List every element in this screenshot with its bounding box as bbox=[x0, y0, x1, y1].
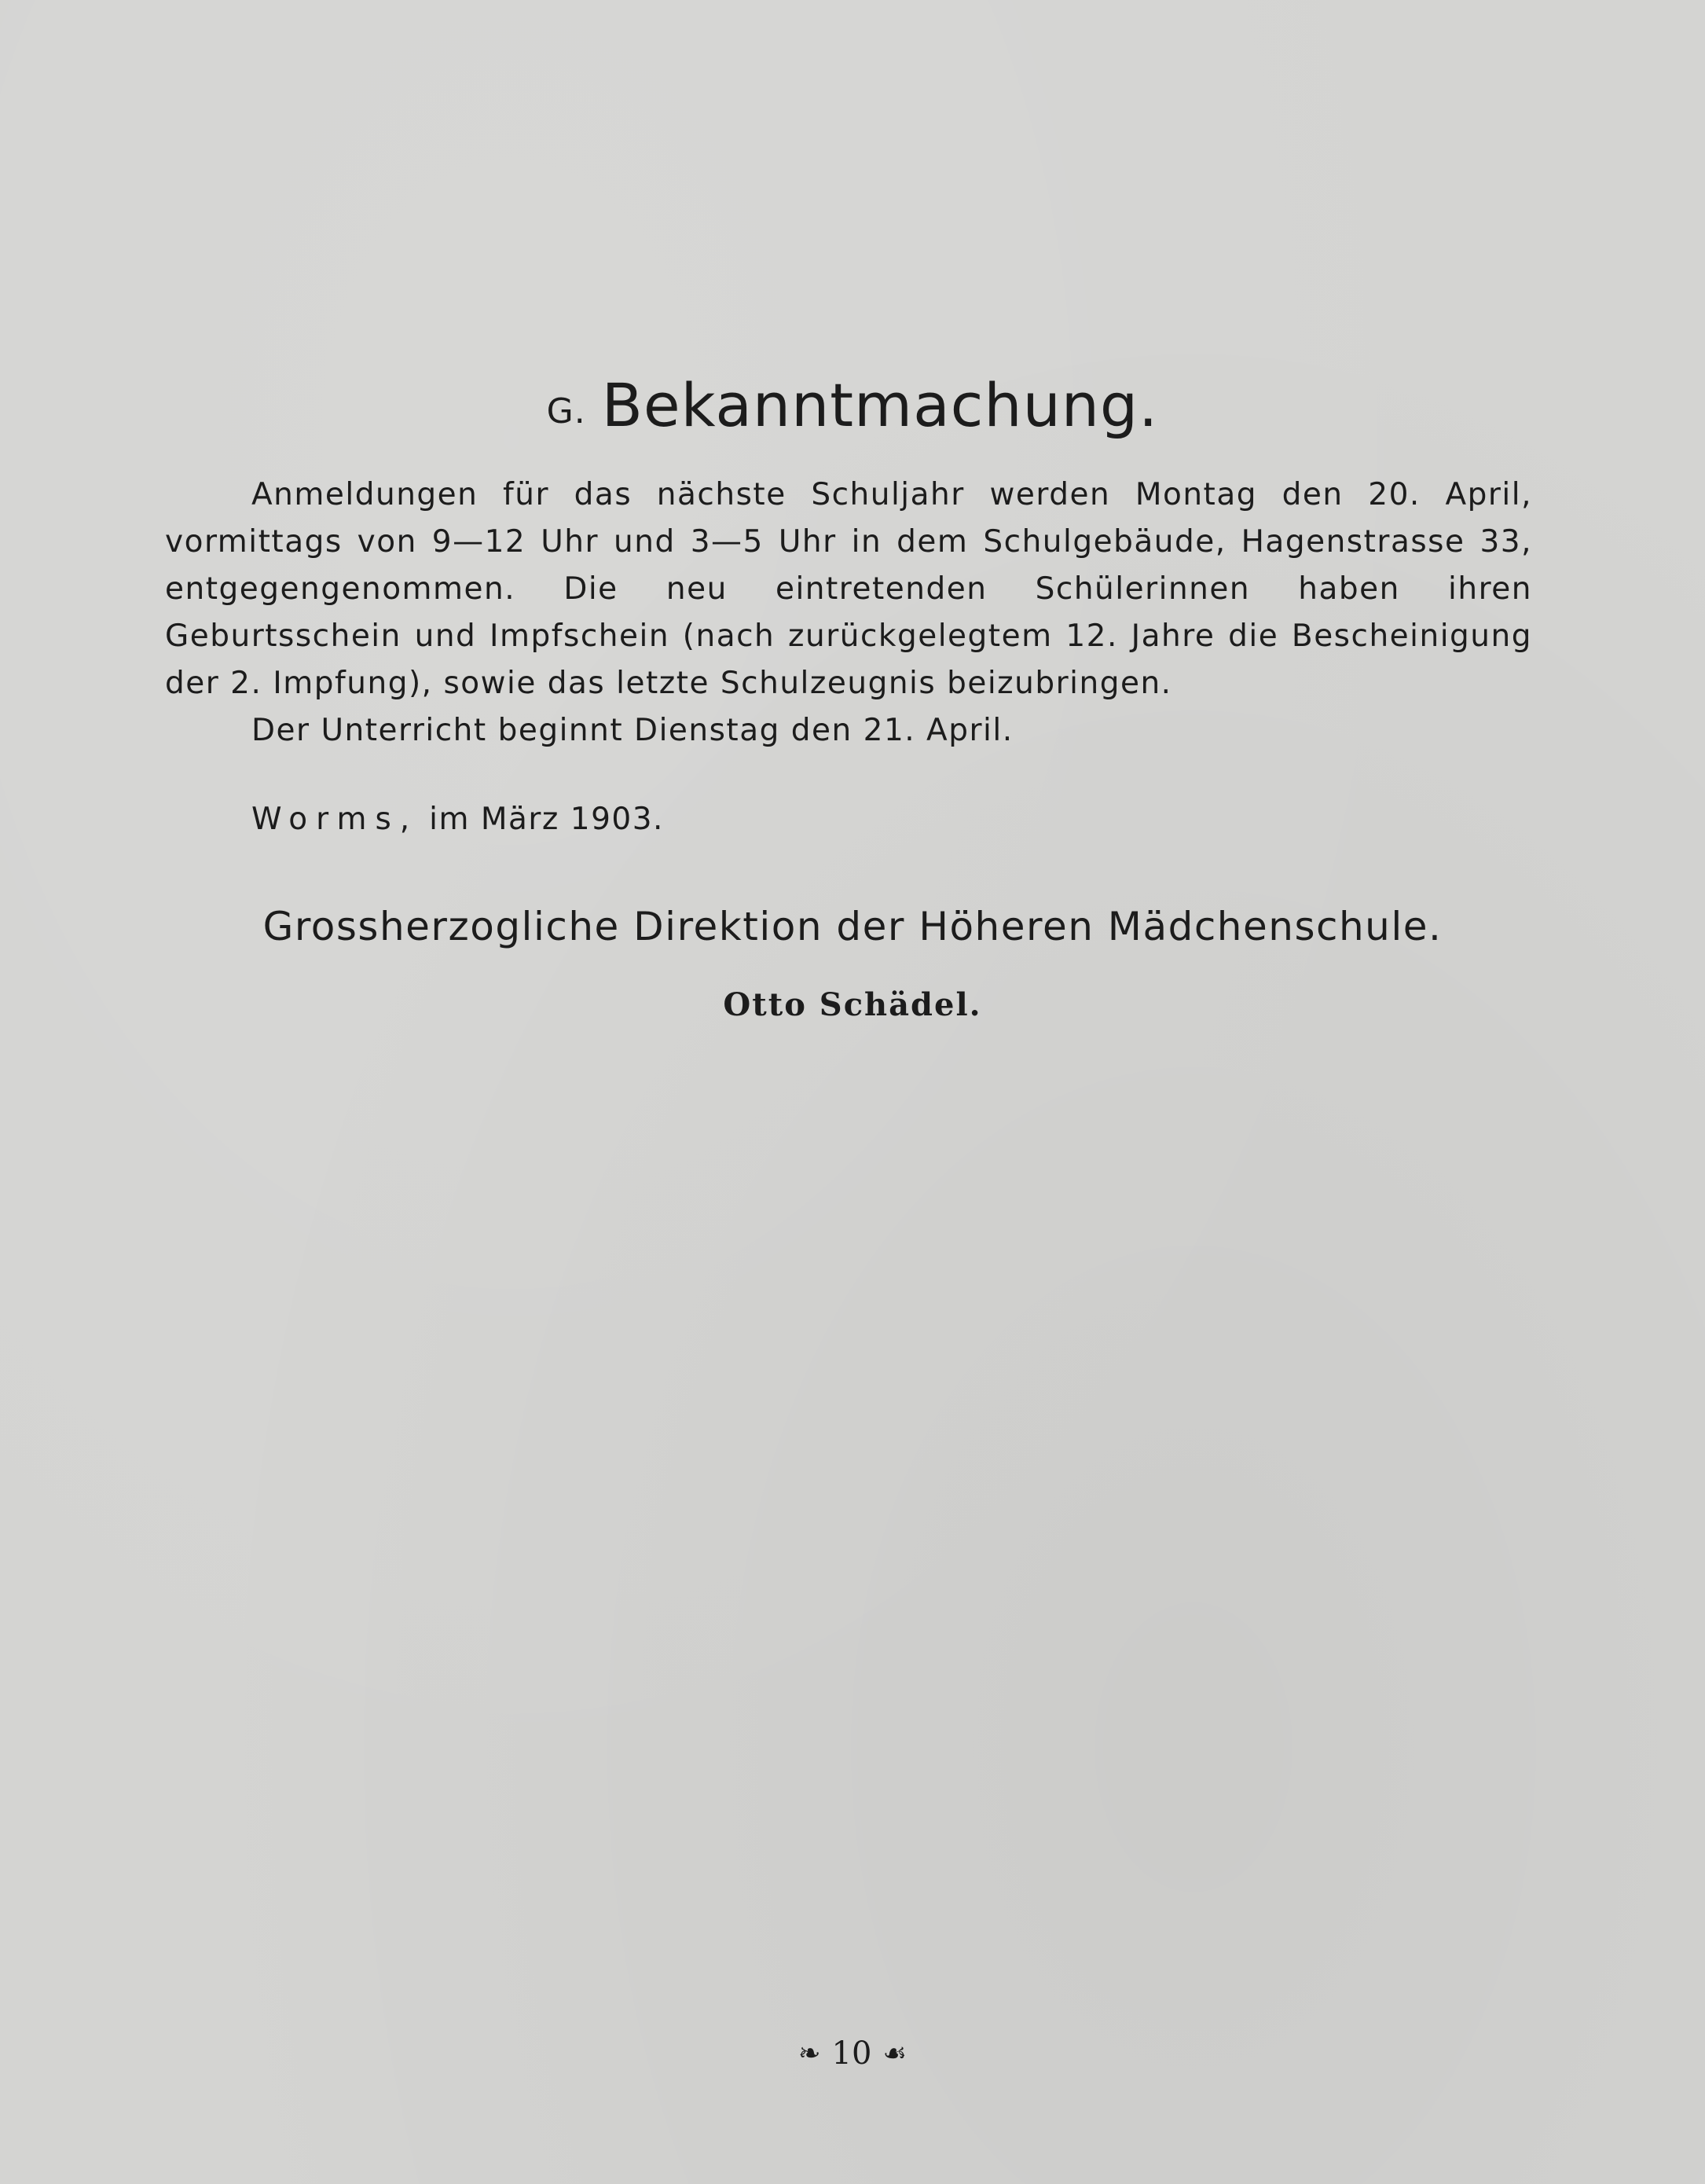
paragraph-classes-start: Der Unterricht beginnt Dienstag den 21. April. bbox=[251, 713, 1014, 748]
date-text: im März 1903. bbox=[429, 802, 664, 837]
signature-name: Otto Schädel. bbox=[723, 986, 982, 1023]
section-title: Bekanntmachung. bbox=[601, 370, 1159, 440]
paragraph-registration: Anmeldungen für das nächste Schuljahr werden Montag den 20. April, vormittags von 9—12 Uhr und 3—5 Uhr in dem Schulgebäude, Hagenstrasse 33, entgegengenommen. Die neu eintretenden Schülerinnen haben ihren Geburtsschein und Impfschein (nach zurückgelegtem 12. Jahre die Bescheinigung der 2. Impfung), sowie das letzte Schulzeugnis beizubringen. bbox=[165, 477, 1532, 701]
floral-ornament-right-icon: ☙ bbox=[882, 2038, 907, 2069]
page-number: 10 bbox=[831, 2035, 872, 2072]
floral-ornament-left-icon: ❧ bbox=[798, 2038, 821, 2069]
place-name: Worms, bbox=[251, 802, 419, 837]
announcement-body bbox=[165, 472, 1532, 754]
page-footer bbox=[0, 2035, 1705, 2072]
place-date-line bbox=[251, 802, 664, 837]
section-heading bbox=[0, 369, 1705, 441]
section-letter: G. bbox=[546, 391, 586, 431]
issuing-authority: Grossherzogliche Direktion der Höheren Mädchenschule. bbox=[262, 904, 1443, 949]
